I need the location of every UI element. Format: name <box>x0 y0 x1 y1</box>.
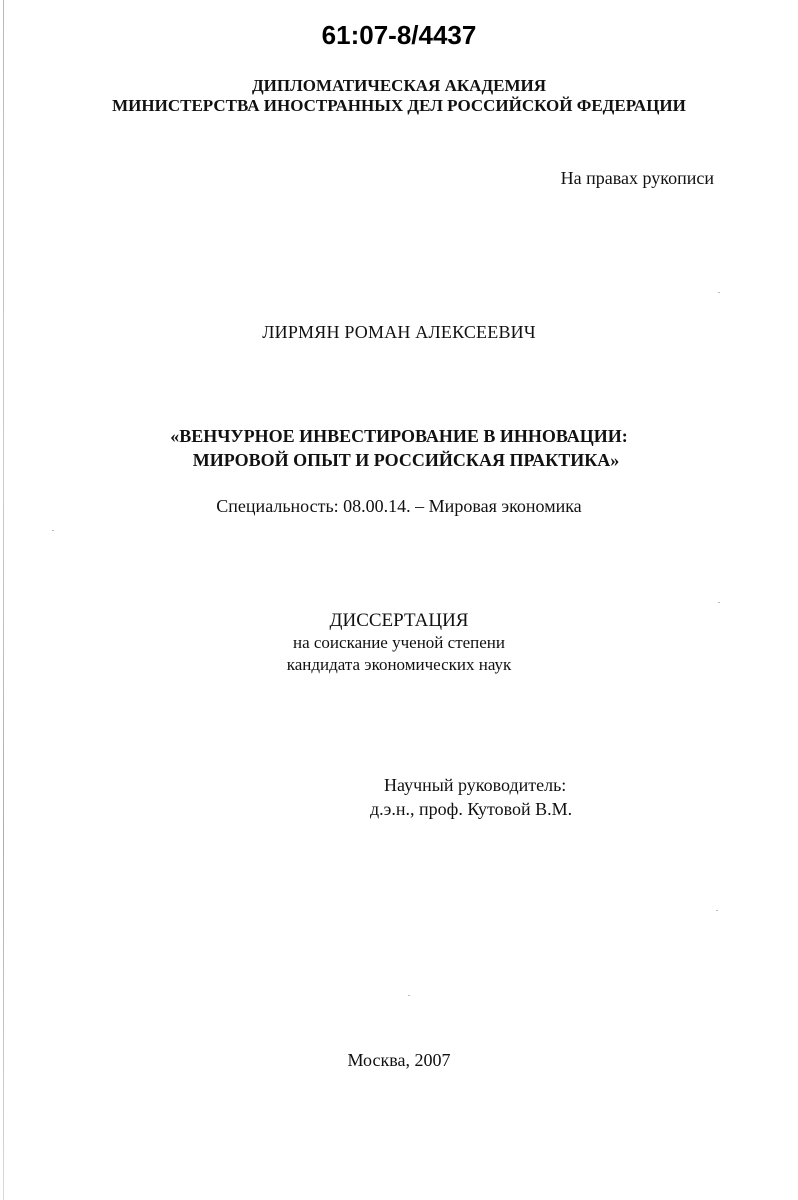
supervisor-block <box>370 773 573 821</box>
scan-speck <box>718 602 720 603</box>
author-name: ЛИРМЯН РОМАН АЛЕКСЕЕВИЧ <box>262 322 536 342</box>
scan-edge-artifact <box>3 0 4 1200</box>
title-line-2: МИРОВОЙ ОПЫТ И РОССИЙСКАЯ ПРАКТИКА» <box>192 450 620 470</box>
scan-speck <box>716 910 718 911</box>
supervisor-name: д.э.н., проф. Кутовой В.М. <box>370 799 573 819</box>
dissertation-title <box>0 424 798 472</box>
title-line-1: «ВЕНЧУРНОЕ ИНВЕСТИРОВАНИЕ В ИННОВАЦИИ: <box>170 426 628 446</box>
institution-heading <box>0 76 798 116</box>
dissertation-heading: ДИССЕРТАЦИЯ <box>329 610 469 631</box>
specialty-line: Специальность: 08.00.14. – Мировая экономика <box>216 496 582 516</box>
institution-line-1: ДИПЛОМАТИЧЕСКАЯ АКАДЕМИЯ <box>251 76 547 95</box>
scan-speck <box>52 530 54 531</box>
city-year: Москва, 2007 <box>347 1050 451 1070</box>
scan-speck <box>408 995 410 996</box>
degree-line-2: кандидата экономических наук <box>286 655 512 674</box>
archive-stamp-code: 61:07-8/4437 <box>321 20 477 50</box>
supervisor-label: Научный руководитель: <box>384 775 567 795</box>
institution-line-2: МИНИСТЕРСТВА ИНОСТРАННЫХ ДЕЛ РОССИЙСКОЙ ФЕДЕРАЦИИ <box>112 96 686 115</box>
degree-line-1: на соискание ученой степени <box>292 633 506 652</box>
dissertation-block <box>0 610 798 676</box>
scan-speck <box>718 292 720 293</box>
rights-note: На правах рукописи <box>560 168 714 188</box>
